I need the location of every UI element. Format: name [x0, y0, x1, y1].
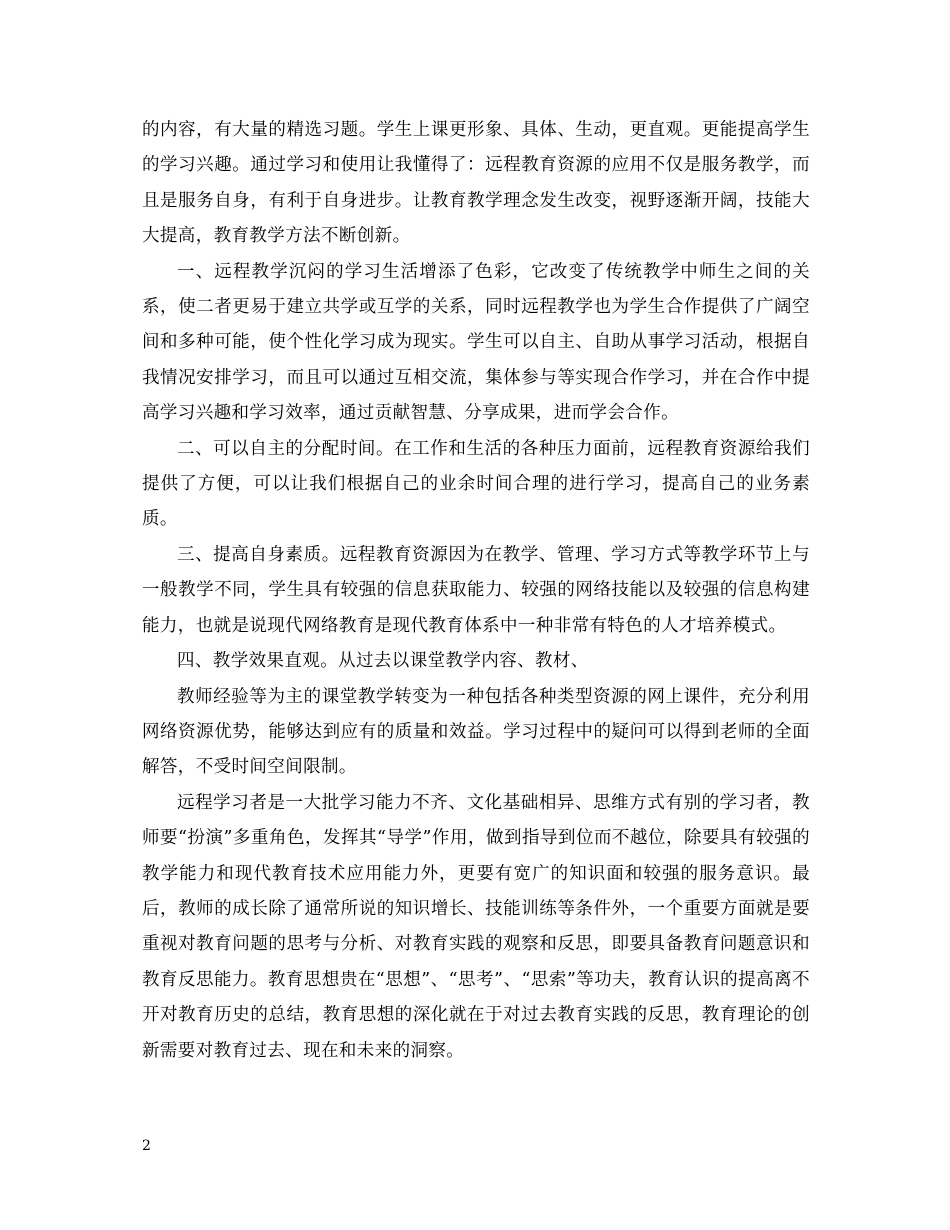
paragraph-continuation: 的内容，有大量的精选习题。学生上课更形象、具体、生动，更直观。更能提高学生的学习兴趣。通过学习和使用让我懂得了：远程教育资源的应用不仅是服务教学，而且是服务自身，有利于自身进步。让教育教学理念发生改变，视野逐渐开阔，技能大大提高，教育教学方法不断创新。 [142, 120, 810, 247]
document-body [142, 113, 810, 1069]
paragraph-section-two: 二、可以自主的分配时间。在工作和生活的各种压力面前，远程教育资源给我们提供了方便，可以让我们根据自己的业余时间合理的进行学习，提高自己的业务素质。 [142, 438, 810, 530]
page-number: 2 [142, 1138, 151, 1154]
paragraph-section-three: 三、提高自身素质。远程教育资源因为在教学、管理、学习方式等教学环节上与一般教学不同，学生具有较强的信息获取能力、较强的网络技能以及较强的信息构建能力，也就是说现代网络教育是现代教育体系中一种非常有特色的人才培养模式。 [142, 544, 810, 636]
paragraph-section-four: 四、教学效果直观。从过去以课堂教学内容、教材、 [177, 651, 589, 672]
paragraph-distance-learners: 远程学习者是一大批学习能力不齐、文化基础相异、思维方式有别的学习者，教师要“扮演”多重角色，发挥其“导学”作用，做到指导到位而不越位，除要具有较强的教学能力和现代教育技术应用能力外，更要有宽广的知识面和较强的服务意识。最后，教师的成长除了通常所说的知识增长、技能训练等条件外，一个重要方面就是要重视对教育问题的思考与分析、对教育实践的观察和反思，即要具备教育问题意识和教育反思能力。教育思想贵在“思想”、“思考”、“思索”等功夫，教育认识的提高离不开对教育历史的总结，教育思想的深化就在于对过去教育实践的反思，教育理论的创新需要对教育过去、现在和未来的洞察。 [142, 792, 810, 1061]
paragraph-section-one: 一、远程教学沉闷的学习生活增添了色彩，它改变了传统教学中师生之间的关系，使二者更易于建立共学或互学的关系，同时远程教学也为学生合作提供了广阔空间和多种可能，使个性化学习成为现实。学生可以自主、自助从事学习活动，根据自我情况安排学习，而且可以通过互相交流，集体参与等实现合作学习，并在合作中提高学习兴趣和学习效率，通过贡献智慧、分享成果，进而学会合作。 [142, 261, 810, 424]
paragraph-teacher-experience: 教师经验等为主的课堂教学转变为一种包括各种类型资源的网上课件，充分利用网络资源优势，能够达到应有的质量和效益。学习过程中的疑问可以得到老师的全面解答，不受时间空间限制。 [142, 686, 810, 778]
